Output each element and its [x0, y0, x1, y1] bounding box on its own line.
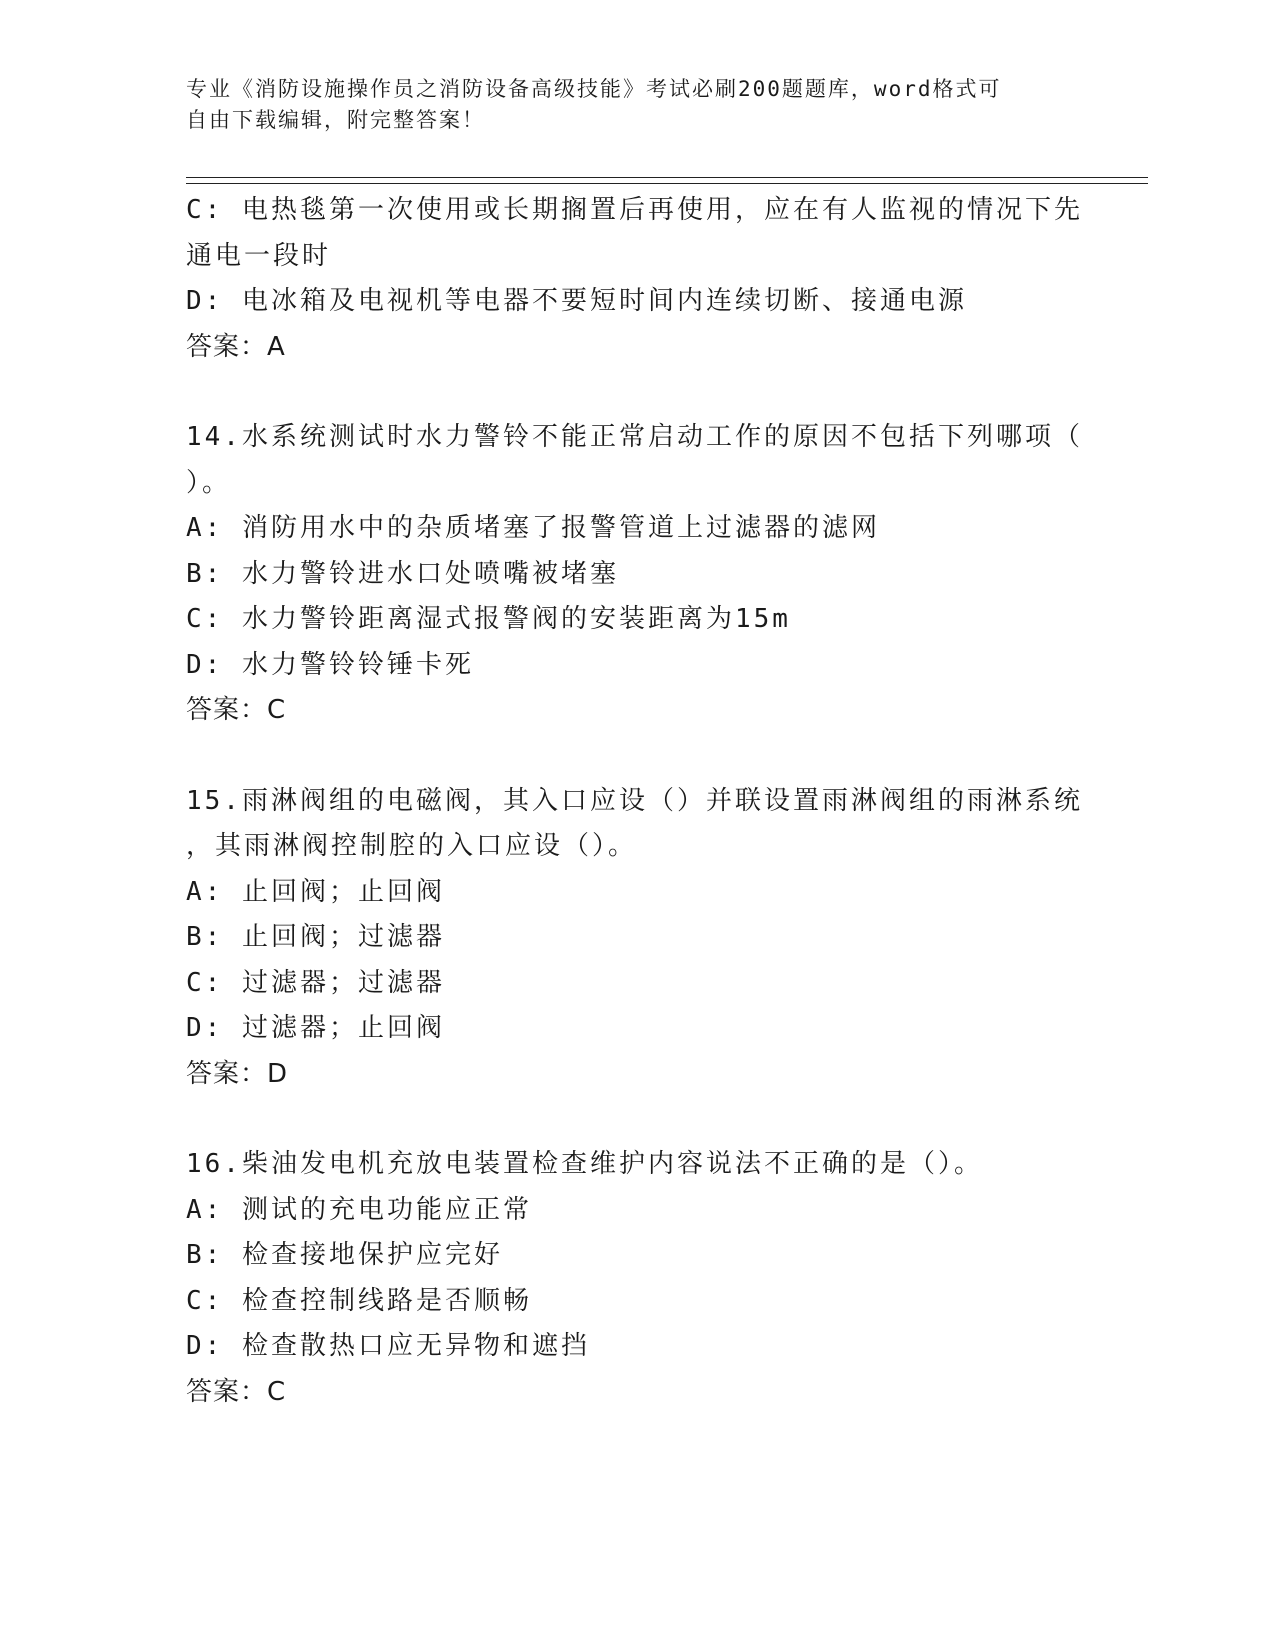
question-stem-line-2: ）。 [186, 467, 232, 498]
page-header [186, 74, 1066, 136]
option-d: D: 水力警铃铃锤卡死 [186, 649, 474, 680]
question-stem-line-1: 15.雨淋阀组的电磁阀，其入口应设（）并联设置雨淋阀组的雨淋系统 [186, 785, 1083, 816]
question-stem-line-1: 14.水系统测试时水力警铃不能正常启动工作的原因不包括下列哪项（ [186, 422, 1083, 452]
option-b: B: 检查接地保护应完好 [186, 1240, 503, 1270]
answer: 答案：C [186, 695, 287, 725]
option-d: D: 检查散热口应无异物和遮挡 [186, 1331, 590, 1361]
option-d: D: 电冰箱及电视机等电器不要短时间内连续切断、接通电源 [186, 286, 967, 316]
header-line-1: 专业《消防设施操作员之消防设备高级技能》考试必刷200题题库，word格式可 [186, 77, 1002, 101]
option-c-line-2: 通电一段时 [186, 240, 332, 271]
option-b: B: 水力警铃进水口处喷嘴被堵塞 [186, 558, 619, 589]
answer: 答案：A [186, 331, 286, 362]
question-stem-line-2: ，其雨淋阀控制腔的入口应设（）。 [186, 831, 638, 861]
header-divider [186, 177, 1148, 184]
question-stem-line-1: 16.柴油发电机充放电装置检查维护内容说法不正确的是（）。 [186, 1149, 983, 1179]
option-a: A: 消防用水中的杂质堵塞了报警管道上过滤器的滤网 [186, 513, 880, 543]
option-a: A: 止回阀；止回阀 [186, 876, 445, 907]
question-content [186, 188, 1086, 1415]
option-c: C: 水力警铃距离湿式报警阀的安装距离为15m [186, 604, 791, 634]
option-c: C: 过滤器；过滤器 [186, 967, 445, 998]
option-b: B: 止回阀；过滤器 [186, 922, 445, 952]
question-block-15 [186, 779, 1086, 1098]
option-c: C: 检查控制线路是否顺畅 [186, 1285, 532, 1316]
spacer [186, 734, 1086, 779]
answer: 答案：C [186, 1376, 287, 1407]
answer: 答案：D [186, 1058, 289, 1089]
option-a: A: 测试的充电功能应正常 [186, 1194, 532, 1225]
question-block-16 [186, 1142, 1086, 1415]
option-c-line-1: C: 电热毯第一次使用或长期搁置后再使用，应在有人监视的情况下先 [186, 195, 1083, 225]
option-d: D: 过滤器；止回阀 [186, 1013, 445, 1043]
question-block-14 [186, 415, 1086, 734]
spacer [186, 1097, 1086, 1142]
spacer [186, 370, 1086, 415]
header-line-2: 自由下载编辑，附完整答案！ [186, 108, 485, 132]
question-block-13 [186, 188, 1086, 370]
